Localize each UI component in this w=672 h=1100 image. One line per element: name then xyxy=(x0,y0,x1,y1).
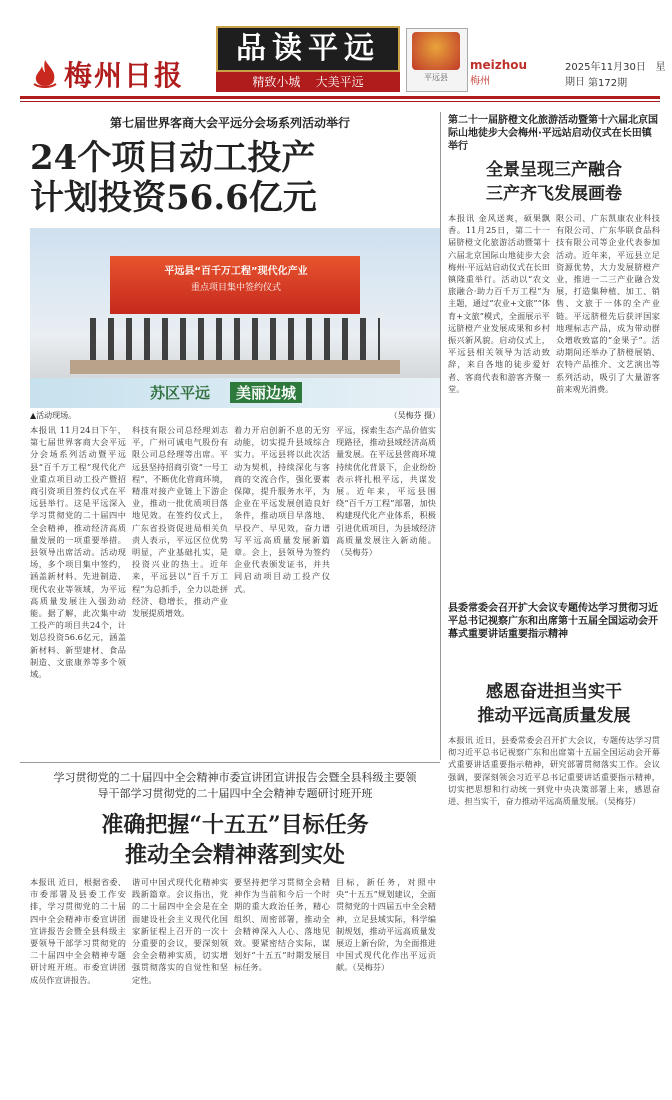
bottom-body-col3: 要坚持把学习贯彻全会精神作为当前和今后一个时期的重大政治任务，精心组织、周密部署，推动全会精神深入人心、落地见效。要紧密结合实际，谋划好“十五五”时期发展目标任务。 xyxy=(234,877,330,973)
main-kicker: 第七届世界客商大会平远分会场系列活动举行 xyxy=(109,116,350,130)
guests-row xyxy=(90,318,380,366)
weekday: 星期日 xyxy=(565,62,666,88)
main-body-col2: 科技有限公司总经理刘志平，广州可诚电气股份有限公司总经理等出席。平远县坚持招商引资“一号工程”，不断优化营商环境，精准对接产业链上下游企业，推动一批优质项目落地见效。在签约仪式上，广东省投资促进局相关负责人表示，平远区位优势明显，产业基础扎实，是投资兴业的热土。近年来，平远县以“百千万工程”为总抓手，全力以赴拼经济、稳增长，推动产业发展提质增效。 xyxy=(132,425,228,619)
photo-banner: 平远县“百千万工程”现代化产业 xyxy=(164,266,308,277)
header-rule-thin xyxy=(20,101,660,102)
header-rule xyxy=(20,96,660,99)
right1-kicker: 第二十一届脐橙文化旅游活动暨第十六届北京国际山地徒步大会梅州·平远站启动仪式在长田镇举行 xyxy=(448,115,658,152)
event-photo xyxy=(30,228,440,408)
bottom-body-col1: 本报讯 近日，根据省委、市委部署及县委工作安排，学习贯彻党的二十届四中全会精神市委宣讲团宣讲报告会暨全县科级主要领导干部学习贯彻党的二十届四中全会精神专题研讨班开班。市委宣讲团成员作宣讲报告。 xyxy=(30,877,126,985)
flame-logo-icon xyxy=(30,58,60,90)
photo-banner-sub: 重点项目集中签约仪式 xyxy=(190,283,281,293)
brand-en: meizhou xyxy=(470,58,528,72)
bottom-kicker-line1: 学习贯彻党的二十届四中全会精神市委宣讲团宣讲报告会暨全县科级主要领 xyxy=(53,771,417,784)
slogan-right: 大美平远 xyxy=(315,75,364,89)
bottom-kicker xyxy=(30,770,440,802)
main-body-col4: 平远，探索生态产品价值实现路径，推动县域经济高质量发展。在平远县营商环境持续优化背景下，企业纷纷表示将扎根平远，共谋发展。近年来，平远县围绕“百千万工程”部署，加快构建现代化产业体系，积极引进优质项目，为县域经济高质量发展注入新动能。（吴梅芬） xyxy=(336,425,436,558)
right2-kicker: 县委常委会召开扩大会议专题传达学习贯彻习近平总书记视察广东和出席第十五届全国运动会开幕式重要讲话重要指示精神 xyxy=(448,603,658,640)
meizhou-brand xyxy=(470,58,527,87)
date: 2025年11月30日 xyxy=(565,62,646,73)
right1-body-col1: 本报讯 金风送爽，硕果飘香。11月25日，第二十一届脐橙文化旅游活动暨第十六届北京国际山地徒步大会梅州·平远站启动仪式在长田镇隆重举行。活动以“农文旅融合·助力百千万工程”为主题，通过“农业+文旅”“体育+文旅”模式，全面展示平远脐橙产业发展成果和乡村振兴新风貌。启动仪式上，平远县相关领导为活动致辞，来自各地的徒步爱好者、客商代表和游客齐聚一堂。 xyxy=(448,213,550,394)
emblem-graphic-icon xyxy=(412,32,460,70)
main-headline-line1: 24个项目动工投产 xyxy=(30,138,316,178)
emblem-label: 平远县 xyxy=(424,73,448,82)
main-headline xyxy=(30,138,440,218)
section-divider xyxy=(20,762,440,763)
main-body-col1: 本报讯 11月24日下午，第七届世界客商大会平远分会场系列活动暨平远县“百千万工程”现代化产业重点项目动工投产暨招商引资项目签约仪式在平远县举行。这是平远深入学习贯彻党的二十届四中全会精神，推动经济高质量发展的一项重要举措。县领导出席活动。活动现场，多个项目集中签约，涵盖新材料、先进制造、现代农业等领域，为平远高质量发展注入强劲动能。据了解，此次集中动工投产的项目共24个，计划总投资56.6亿元，涵盖新材料、新型建材、食品制造、文旅康养等多个领域。 xyxy=(30,425,126,680)
bottom-headline xyxy=(30,810,440,870)
issue-number: 第172期 xyxy=(588,78,628,89)
column-slogan xyxy=(216,72,400,92)
right2-headline xyxy=(448,680,660,728)
right1-body-col2: 限公司、广东凯康农业科技有限公司、广东华联食品科技有限公司等企业代表参加活动。近年来，平远县立足资源优势，大力发展脐橙产业，推进一二三产业融合发展，打造集种植、加工、销售、文旅于一体的全产业链。平远脐橙先后获评国家地理标志产品，成为带动群众增收致富的“金果子”。活动期间还举办了脐橙展销、农特产品推介、文艺演出等系列活动，吸引了大量游客前来观光消费。 xyxy=(556,213,660,394)
main-headline-line2: 计划投资56.6亿元 xyxy=(30,178,317,218)
photo-footer-left: 苏区平远 xyxy=(150,384,211,402)
main-body-col3: 着力开启创新不息的无穷动能，切实提升县域综合实力。平远县将以此次活动为契机，持续深化与客商的交流合作，强化要素保障，提升服务水平，为企业在平远发展创造良好条件，推动项目早落地、早投产、早见效，奋力谱写平远高质量发展新篇章。会上，县领导为签约企业代表颁发证书，并共同启动项目动工投产仪式。 xyxy=(234,425,330,594)
caption-credit: （吴梅芬 摄） xyxy=(389,411,440,420)
slogan-left: 精致小城 xyxy=(252,75,301,89)
right1-headline-line1: 全景呈现三产融合 xyxy=(486,160,622,180)
column-divider xyxy=(440,112,441,760)
bottom-body-col4: 目标，新任务，对照中央“十五五”规划建议，全面贯彻党的十四届五中全会精神，立足县域实际，科学编制规划，推动平远高质量发展迈上新台阶，为全面推进中国式现代化作出平远贡献。（吴梅芬） xyxy=(336,877,436,973)
bottom-headline-line2: 推动全会精神落到实处 xyxy=(124,842,345,868)
bottom-kicker-line2: 导干部学习贯彻党的二十届四中全会精神专题研讨班开班 xyxy=(97,787,373,800)
right2-body: 本报讯 近日，县委常委会召开扩大会议，专题传达学习贯彻习近平总书记视察广东和出席第十五届全国运动会开幕式重要讲话重要指示精神，研究部署贯彻落实工作。会议强调，要深刻领会习近平总书记重要讲话重要指示精神，切实把思想和行动统一到党中央决策部署上来，感恩奋进、担当实干，奋力推动平远高质量发展。（吴梅芬） xyxy=(448,735,660,807)
bottom-body-col2: 谐可中国式现代化精神实践新篇章。会议指出，党的二十届四中全会是在全面建设社会主义现代化国家新征程上召开的一次十分重要的会议，要深刻领会全会精神实质，切实增强贯彻落实的自觉性和坚定性。 xyxy=(132,877,228,985)
right1-headline-line2: 三产齐飞发展画卷 xyxy=(486,184,622,204)
newspaper-title: 梅州日报 xyxy=(64,59,185,92)
stage-floor xyxy=(70,360,400,374)
brand-cn: 梅州 xyxy=(470,76,490,87)
right2-headline-line1: 感恩奋进担当实干 xyxy=(486,682,622,702)
column-title: 品读平远 xyxy=(216,26,400,72)
right1-headline xyxy=(448,158,660,206)
photo-footer-right: 美丽边城 xyxy=(230,382,302,403)
right2-headline-line2: 推动平远高质量发展 xyxy=(477,706,631,726)
caption-text: ▲活动现场。 xyxy=(30,411,77,420)
bottom-headline-line1: 准确把握“十五五”目标任务 xyxy=(101,812,369,838)
